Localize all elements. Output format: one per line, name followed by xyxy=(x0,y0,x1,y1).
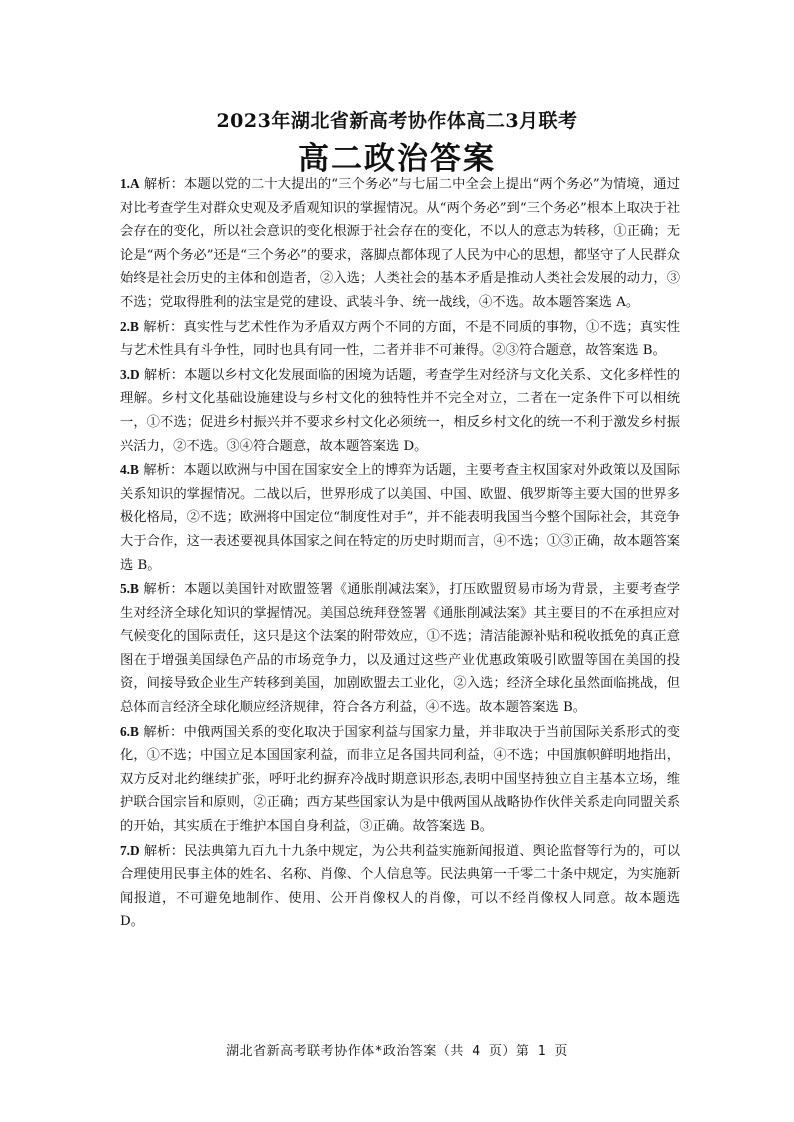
answer-explanation: 解析：本题以美国针对欧盟签署《通胀削减法案》，打压欧盟贸易市场为背景，主要考查学生对经济全球化知识的掌握情况。美国总统拜登签署《通胀削减法案》其主要目的不在承担应对气候变化的国际责任，这只是这个法案的附带效应，①不选；清洁能源补贴和税收抵免的真正意图在于增强美国绿色产品的市场竞争力，以及通过这些产业优惠政策吸引欧盟等国在美国的投资，间接导致企业生产转移到美国，加剧欧盟去工业化，②入选；经济全球化虽然面临挑战，但总体而言经济全球化顺应经济规律，符合各方利益，④不选。故本题答案选 B。 xyxy=(120,582,680,716)
answer-explanation: 解析：真实性与艺术性作为矛盾双方两个不同的方面，不是不同质的事物，①不选；真实性与艺术性具有斗争性，同时也具有同一性，二者并非不可兼得。②③符合题意，故答案选 B。 xyxy=(120,319,680,359)
answer-item-5 xyxy=(120,577,680,720)
answer-item-3 xyxy=(120,363,680,458)
page-footer: 湖北省新高考联考协作体*政治答案（共 4 页）第 1 页 xyxy=(226,1044,568,1059)
answer-item-2 xyxy=(120,315,680,363)
answer-list xyxy=(120,172,680,934)
answer-item-4 xyxy=(120,458,680,577)
answer-item-7 xyxy=(120,839,680,934)
answer-number: 2.B xyxy=(120,318,139,334)
answer-explanation: 解析：中俄两国关系的变化取决于国家利益与国家力量，并非取决于当前国际关系形式的变化，①不选；中国立足本国国家利益，而非立足各国共同利益，④不选；中国旗帜鲜明地指出，双方反对北约继续扩张，呼吁北约摒弃冷战时期意识形态,表明中国坚持独立自主基本立场，维护联合国宗旨和原则，②正确；西方某些国家认为是中俄两国从战略协作伙伴关系走向同盟关系的开始，其实质在于维护本国自身利益，③正确。故答案选 B。 xyxy=(120,724,680,835)
answer-number: 4.B xyxy=(120,462,139,478)
answer-number: 6.B xyxy=(120,723,139,739)
page-title: 高二政治答案 xyxy=(298,141,496,177)
answer-explanation: 解析：本题以乡村文化发展面临的困境为话题，考查学生对经济与文化关系、文化多样性的理解。乡村文化基础设施建设与乡村文化的独特性并不完全对立，二者在一定条件下可以相统一，①不选；促进乡村振兴并不要求乡村文化必须统一，相反乡村文化的统一不利于激发乡村振兴活力，②不选。③④符合题意，故本题答案选 D。 xyxy=(120,367,681,454)
answer-number: 7.D xyxy=(120,842,140,858)
answer-number: 1.A xyxy=(120,176,140,191)
answer-number: 3.D xyxy=(120,366,140,382)
answer-item-1 xyxy=(120,172,680,315)
exam-title: 2023年湖北省新高考协作体高二3月联考 xyxy=(216,110,578,132)
answer-explanation: 解析：民法典第九百九十九条中规定，为公共利益实施新闻报道、舆论监督等行为的，可以合理使用民事主体的姓名、名称、肖像、个人信息等。民法典第一千零二十条中规定，为实施新闻报道，不可避免地制作、使用、公开肖像权人的肖像，可以不经肖像权人同意。故本题选 D。 xyxy=(120,843,681,930)
answer-explanation: 解析：本题以欧洲与中国在国家安全上的博弈为话题，主要考查主权国家对外政策以及国际关系知识的掌握情况。二战以后，世界形成了以美国、中国、欧盟、俄罗斯等主要大国的世界多极化格局，②不选；欧洲将中国定位“制度性对手”，并不能表明我国当今整个国际社会，其竞争大于合作，这一表述要视具体国家之间在特定的历史时期而言，④不选；①③正确，故本题答案选 B。 xyxy=(120,463,680,573)
answer-number: 5.B xyxy=(120,581,139,597)
answer-item-6 xyxy=(120,720,680,839)
answer-explanation: 解析：本题以党的二十大提出的“三个务必”与七届二中全会上提出“两个务必”为情境，通过对比考查学生对群众史观及矛盾观知识的掌握情况。从“两个务必”到“三个务必”根本上取决于社会存在的变化，所以社会意识的变化根源于社会存在的变化，不以人的意志为转移，①正确；无论是“两个务必”还是“三个务必”的要求，落脚点都体现了人民为中心的思想，都坚守了人民群众始终是社会历史的主体和创造者，②入选；人类社会的基本矛盾是推动人类社会发展的动力，③不选；党取得胜利的法宝是党的建设、武装斗争、统一战线，④不选。故本题答案选 A。 xyxy=(120,177,680,310)
